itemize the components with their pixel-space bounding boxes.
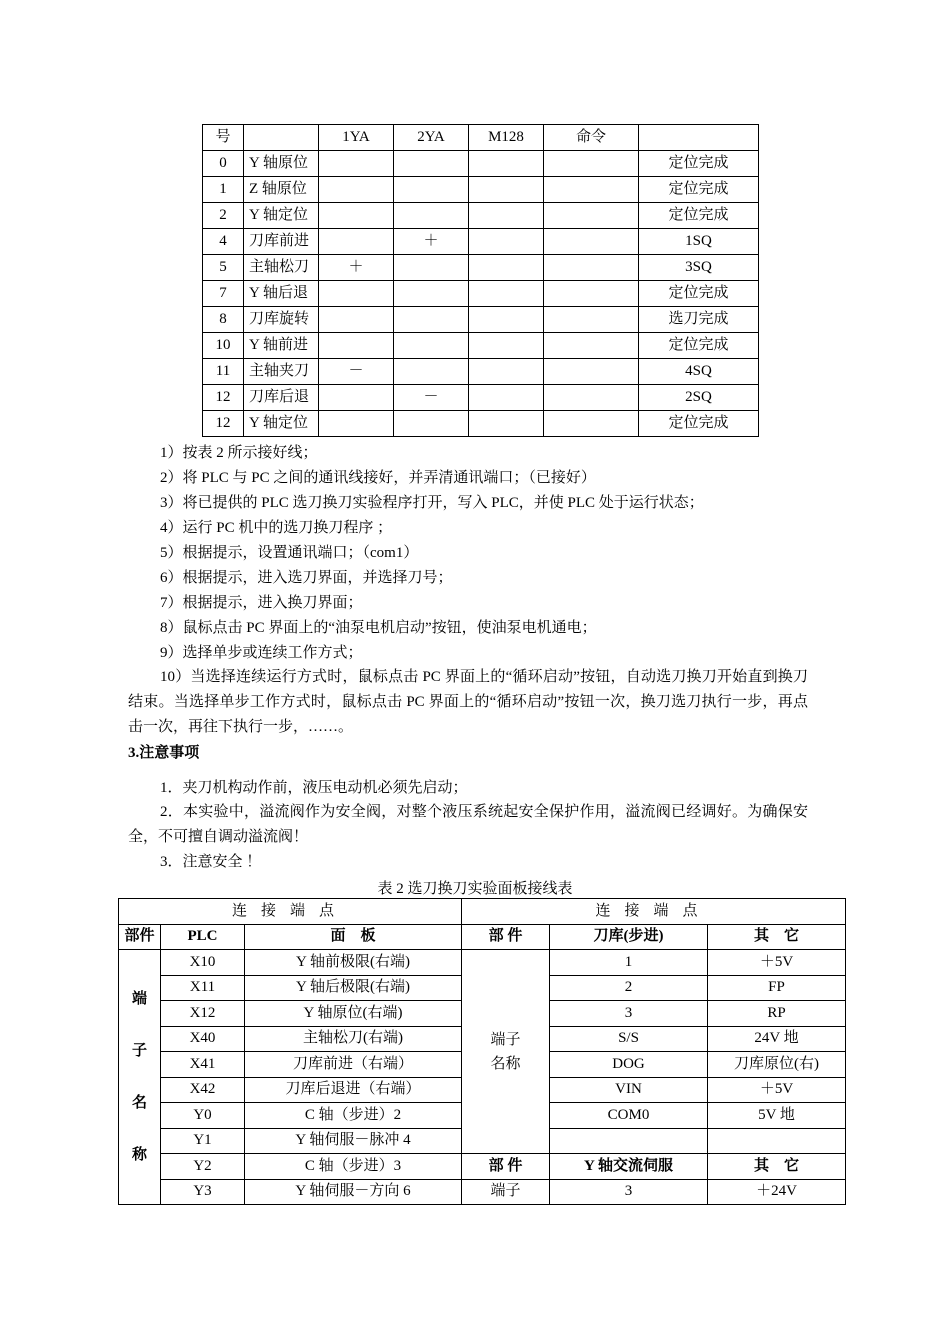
step-4: 4）运行 PC 机中的选刀换刀程序 ； (160, 520, 393, 536)
step-1: 1）按表 2 所示接好线； (160, 445, 318, 461)
stepper-cell: 1 (550, 950, 708, 976)
table1-cell: 0 (203, 151, 244, 177)
table1-cell (394, 203, 469, 229)
table1-cell: 4SQ (639, 359, 759, 385)
table1-cell: 2SQ (639, 385, 759, 411)
other-cell: FP (708, 975, 846, 1001)
table1-cell: Y 轴后退 (244, 281, 319, 307)
table1-cell (544, 411, 639, 437)
plc-cell: Y2 (161, 1154, 245, 1180)
table1-cell (544, 177, 639, 203)
stepper-cell: S/S (550, 1026, 708, 1052)
action-table (202, 124, 759, 437)
step-6: 6）根据提示，进入选刀界面，并选择刀号； (160, 570, 453, 586)
table1-cell (469, 333, 544, 359)
table1-cell: 主轴松刀 (244, 255, 319, 281)
table1-row (203, 281, 759, 307)
table1-row (203, 411, 759, 437)
table1-cell (469, 229, 544, 255)
table1-cell (544, 307, 639, 333)
table1-cell: Y 轴前进 (244, 333, 319, 359)
other-cell: ＋24V (708, 1179, 846, 1205)
table1-cell (394, 307, 469, 333)
table1-cell (319, 385, 394, 411)
table1-cell: － (319, 359, 394, 385)
step-3: 3）将已提供的 PLC 选刀换刀实验程序打开，写入 PLC，并使 PLC 处于运行状态； (160, 495, 704, 511)
table1-cell (394, 411, 469, 437)
table1-row (203, 385, 759, 411)
sub-header: 其 它 (708, 1154, 846, 1180)
panel-cell: 刀库后退进（右端） (245, 1077, 462, 1103)
table1-row (203, 333, 759, 359)
table1-cell: 刀库旋转 (244, 307, 319, 333)
table1-cell: 10 (203, 333, 244, 359)
table1-cell: 12 (203, 411, 244, 437)
wiring-table (118, 898, 846, 1205)
panel-cell: 主轴松刀(右端) (245, 1026, 462, 1052)
table1-cell (469, 281, 544, 307)
panel-cell: Y 轴后极限(右端) (245, 975, 462, 1001)
other-cell: 5V 地 (708, 1103, 846, 1129)
table1-cell (544, 359, 639, 385)
table1-header-row (203, 125, 759, 151)
servo-part-cell: 端子 (462, 1179, 550, 1205)
table1-header-cell: 号 (203, 125, 244, 151)
table1-row (203, 203, 759, 229)
table1-cell (394, 151, 469, 177)
sub-header: 部 件 (462, 1154, 550, 1180)
stepper-cell (550, 1128, 708, 1154)
table1-row (203, 255, 759, 281)
table1-cell (394, 281, 469, 307)
other-cell: RP (708, 1001, 846, 1027)
plc-cell: Y0 (161, 1103, 245, 1129)
table1-cell: － (394, 385, 469, 411)
table1-cell: 7 (203, 281, 244, 307)
table1-cell (469, 359, 544, 385)
other-cell: ＋5V (708, 1077, 846, 1103)
table1-cell (319, 411, 394, 437)
table1-cell (319, 333, 394, 359)
table1-cell (469, 255, 544, 281)
table1-cell (469, 203, 544, 229)
panel-cell: Y 轴前极限(右端) (245, 950, 462, 976)
plc-cell: X41 (161, 1052, 245, 1078)
table1-cell: ＋ (394, 229, 469, 255)
table1-cell: 刀库后退 (244, 385, 319, 411)
plc-cell: Y3 (161, 1179, 245, 1205)
sub-header: Y 轴交流伺服 (550, 1154, 708, 1180)
table1-cell: 定位完成 (639, 151, 759, 177)
table1-header-cell: 2YA (394, 125, 469, 151)
group-header-left: 连接端点 (119, 899, 462, 925)
table2-caption: 表 2 选刀换刀实验面板接线表 (377, 881, 573, 897)
plc-cell: X10 (161, 950, 245, 976)
table1-cell (544, 281, 639, 307)
other-cell (708, 1128, 846, 1154)
col-header: 部 件 (462, 924, 550, 950)
step-7: 7）根据提示，进入换刀界面； (160, 595, 363, 611)
plc-cell: X12 (161, 1001, 245, 1027)
table1-header-cell (244, 125, 319, 151)
notes-heading: 3.注意事项 (128, 745, 200, 761)
table1-cell: Y 轴定位 (244, 411, 319, 437)
stepper-cell: DOG (550, 1052, 708, 1078)
plc-cell: X42 (161, 1077, 245, 1103)
table1-cell (469, 307, 544, 333)
table1-cell (469, 177, 544, 203)
step-10: 10）当选择连续运行方式时，鼠标点击 PC 界面上的“循环启动”按钮，自动选刀换刀开始直到换刀结束。当选择单步工作方式时，鼠标点击 PC 界面上的“循环启动”按钮一次，换刀选刀执行一步，再点击一次，再往下执行一步，……。 (128, 669, 808, 735)
plc-cell: X11 (161, 975, 245, 1001)
table1-cell (469, 411, 544, 437)
table1-cell: Y 轴原位 (244, 151, 319, 177)
table1-cell: 定位完成 (639, 177, 759, 203)
col-header: 面 板 (245, 924, 462, 950)
table1-cell (319, 203, 394, 229)
note-2: 2．本实验中，溢流阀作为安全阀，对整个液压系统起安全保护作用，溢流阀已经调好。为确保安全，不可擅自调动溢流阀！ (128, 804, 808, 845)
table1-cell (544, 203, 639, 229)
other-cell: 24V 地 (708, 1026, 846, 1052)
table1-cell (544, 229, 639, 255)
table1-header-cell: 命令 (544, 125, 639, 151)
table1-cell: ＋ (319, 255, 394, 281)
table1-cell (544, 333, 639, 359)
table1-cell: 4 (203, 229, 244, 255)
table1-cell: 12 (203, 385, 244, 411)
table1-cell (319, 307, 394, 333)
table1-cell: 2 (203, 203, 244, 229)
table1-cell: 定位完成 (639, 411, 759, 437)
table1-cell: 5 (203, 255, 244, 281)
col-header: 刀库(步进) (550, 924, 708, 950)
table1-cell: 定位完成 (639, 203, 759, 229)
table1-cell (394, 359, 469, 385)
table1-cell: Y 轴定位 (244, 203, 319, 229)
table1-cell (319, 281, 394, 307)
stepper-cell: VIN (550, 1077, 708, 1103)
table1-row (203, 359, 759, 385)
other-cell: ＋5V (708, 950, 846, 976)
table1-cell: 3SQ (639, 255, 759, 281)
table1-cell: 主轴夹刀 (244, 359, 319, 385)
group-header-right: 连接端点 (462, 899, 846, 925)
table1-cell (544, 255, 639, 281)
table1-cell: 定位完成 (639, 281, 759, 307)
table1-row (203, 307, 759, 333)
table1-cell: 1 (203, 177, 244, 203)
table1-cell: 定位完成 (639, 333, 759, 359)
table1-cell (394, 177, 469, 203)
col-header: 部件 (119, 924, 161, 950)
servo-cell: 3 (550, 1179, 708, 1205)
panel-cell: Y 轴伺服－方向 6 (245, 1179, 462, 1205)
table1-cell: 11 (203, 359, 244, 385)
table1-cell (319, 177, 394, 203)
table1-cell: 选刀完成 (639, 307, 759, 333)
stepper-cell: 2 (550, 975, 708, 1001)
panel-cell: Y 轴伺服－脉冲 4 (245, 1128, 462, 1154)
table1-cell: 刀库前进 (244, 229, 319, 255)
table1-header-cell: M128 (469, 125, 544, 151)
table1-cell (469, 151, 544, 177)
stepper-cell: COM0 (550, 1103, 708, 1129)
side-label: 端 子 名 称 (119, 950, 161, 1205)
stepper-cell: 3 (550, 1001, 708, 1027)
table1-cell (319, 229, 394, 255)
step-2: 2）将 PLC 与 PC 之间的通讯线接好，并弄清通讯端口；（已接好） (160, 470, 596, 486)
panel-cell: C 轴（步进）2 (245, 1103, 462, 1129)
table1-row (203, 177, 759, 203)
panel-cell: C 轴（步进）3 (245, 1154, 462, 1180)
table1-header-cell: 1YA (319, 125, 394, 151)
panel-cell: 刀库前进（右端） (245, 1052, 462, 1078)
table1-cell (394, 255, 469, 281)
table1-cell (544, 385, 639, 411)
step-5: 5）根据提示，设置通讯端口；（com1） (160, 545, 419, 561)
note-3: 3．注意安全 ！ (160, 854, 262, 870)
table1-cell (544, 151, 639, 177)
step-9: 9）选择单步或连续工作方式； (160, 645, 363, 661)
table1-row (203, 151, 759, 177)
table1-cell (319, 151, 394, 177)
col-header: 其 它 (708, 924, 846, 950)
table1-cell (469, 385, 544, 411)
step-8: 8）鼠标点击 PC 界面上的“油泵电机启动”按钮，使油泵电机通电； (160, 620, 597, 636)
note-1: 1．夹刀机构动作前，液压电动机必须先启动； (160, 780, 468, 796)
table1-cell (394, 333, 469, 359)
plc-cell: Y1 (161, 1128, 245, 1154)
table1-cell: Z 轴原位 (244, 177, 319, 203)
table1-cell: 8 (203, 307, 244, 333)
plc-cell: X40 (161, 1026, 245, 1052)
table1-header-cell (639, 125, 759, 151)
table1-row (203, 229, 759, 255)
col-header: PLC (161, 924, 245, 950)
table1-cell: 1SQ (639, 229, 759, 255)
mid-label: 端子名称 (462, 950, 550, 1154)
other-cell: 刀库原位(右) (708, 1052, 846, 1078)
panel-cell: Y 轴原位(右端) (245, 1001, 462, 1027)
